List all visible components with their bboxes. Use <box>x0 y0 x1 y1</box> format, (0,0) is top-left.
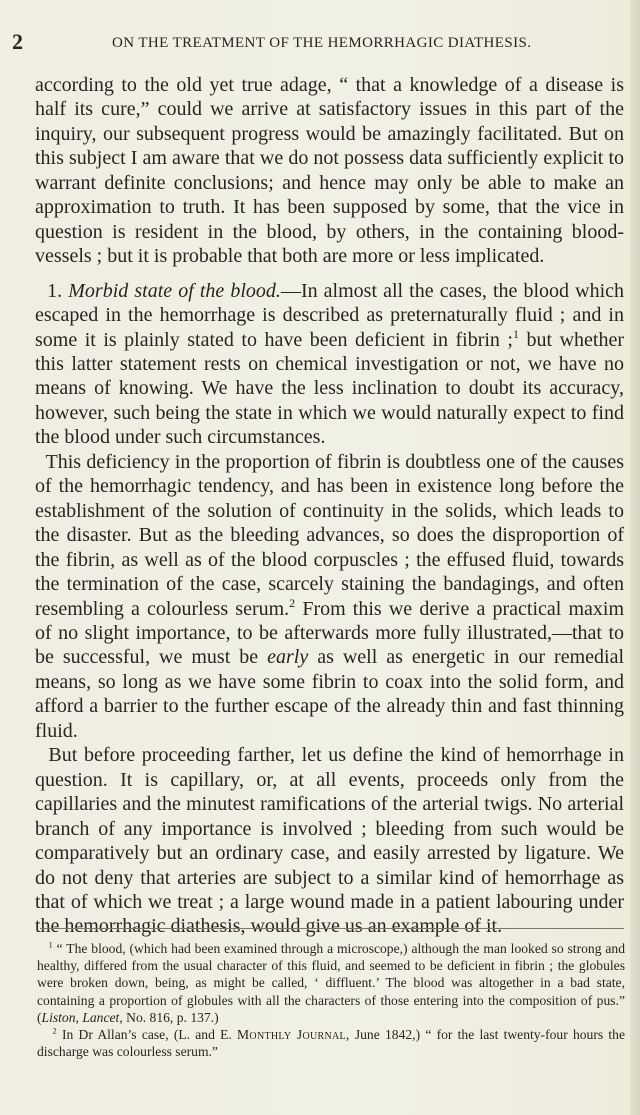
section-heading: Morbid state of the blood. <box>68 279 281 302</box>
paragraph-fibrin-text-a: This deficiency in the proportion of fibrin is doubtless one of the causes of the hemorrhagic tendency, and has been in existence long before the establishment of the solution of continuity in the solids, which leads to the disaster. But as the bleeding advances, so does the disproportion of the fibrin, as well as of the blood corpuscles ; the effused fluid, towards the termination of the case, scarcely staining the bandagings, and often resembling a colourless serum. <box>35 450 625 620</box>
footnote-2-text-b: June 1842,) “ for the last twenty-four hours the discharge was colourless serum.” <box>37 1027 625 1060</box>
body-text <box>35 73 624 939</box>
paragraph-fibrin-text-b: From this we derive a practical maxim of no slight importance, to be afterwards more fully illustrated,—that to be successful, we must be <box>35 597 624 669</box>
paragraph-morbid-text-a: —In almost all the cases, the blood which escaped in the hemorrhage is described as preternaturally fluid ; and in some it is plainly stated to have been deficient in fibrin ; <box>35 279 625 351</box>
footnote-1-text-b: No. 816, p. 137.) <box>122 1009 219 1025</box>
footnote-ref-2: 2 <box>289 595 296 610</box>
page-header <box>12 30 612 54</box>
footnote-ref-1: 1 <box>513 326 519 341</box>
paragraph-fibrin-text-c: as well as energetic in our remedial means, so long as we have some fibrin to coax into the solid form, and afford a barrier to the further escape of the already thin and fast thinning fluid. <box>35 646 624 742</box>
running-head: ON THE TREATMENT OF THE HEMORRHAGIC DIATHESIS. <box>112 35 532 51</box>
footnotes <box>37 940 625 1060</box>
footnote-2-mark: 2 <box>52 1026 57 1036</box>
paragraph-definition-text: But before proceeding farther, let us define the kind of hemorrhage in question. It is capillary, or, at all events, proceeds only from the capillaries and the minutest ramifications of the arterial twigs. No arterial branch of any importance is involved ; bleeding from such would be comparatively but an ordinary case, and easily arrested by ligature. We do not deny that arteries are subject to a similar kind of hemorrhage as that of which we treat ; a large wound made in a patient labouring under the hemorrhagic diathesis, would give us an example of it. <box>35 744 624 938</box>
footnote-1 <box>37 940 625 1026</box>
footnote-1-text-a: “ The blood, (which had been examined through a microscope,) although the man looked so strong and healthy, differed from the usual character of this fluid, and seemed to be deficient in fibrin ; the globules were broken down, being, as might be called, ‘ diffluent.’ The blood was altogether in a bad state, containing a proportion of globules with all the characters of those entering into the composition of pus.” ( <box>37 941 625 1025</box>
page-edge <box>630 0 640 1115</box>
footnote-1-mark: 1 <box>48 940 53 950</box>
paragraph-intro-text: according to the old yet true adage, “ that a knowledge of a disease is half its cure,” could we arrive at satisfactory issues in this part of the inquiry, our subsequent progress would be amazingly facilitated. But on this subject I am aware that we do not possess data sufficiently explicit to warrant definite conclusions; and hence may only be able to make an approximation to truth. It has been supposed by some, that the vice in question is resident in the blood, by others, in the containing blood-vessels ; but it is probable that both are more or less implicated. <box>35 74 624 268</box>
paragraph-fibrin-deficiency <box>35 450 624 743</box>
emphasis-early: early <box>267 646 309 669</box>
paragraph-morbid-text-b: but whether this latter statement rests on chemical investigation or not, we have no means of knowing. We have the less inclination to doubt its accuracy, however, such being the state in which we would naturally expect to find the blood under such circumstances. <box>35 328 624 449</box>
paragraph-morbid-state <box>35 279 624 450</box>
footnote-1-source: Liston, Lancet, <box>41 1009 123 1025</box>
footnote-2 <box>37 1026 625 1060</box>
footnote-2-text-a: In Dr Allan’s case, (L. and E. <box>56 1027 238 1043</box>
page-number: 2 <box>12 29 23 54</box>
footnote-2-journal: Monthly Journal, <box>237 1027 350 1043</box>
footnote-divider <box>40 928 624 929</box>
paragraph-hemorrhage-definition <box>35 743 624 939</box>
section-number: 1. <box>47 279 63 302</box>
paragraph-intro <box>35 73 624 269</box>
